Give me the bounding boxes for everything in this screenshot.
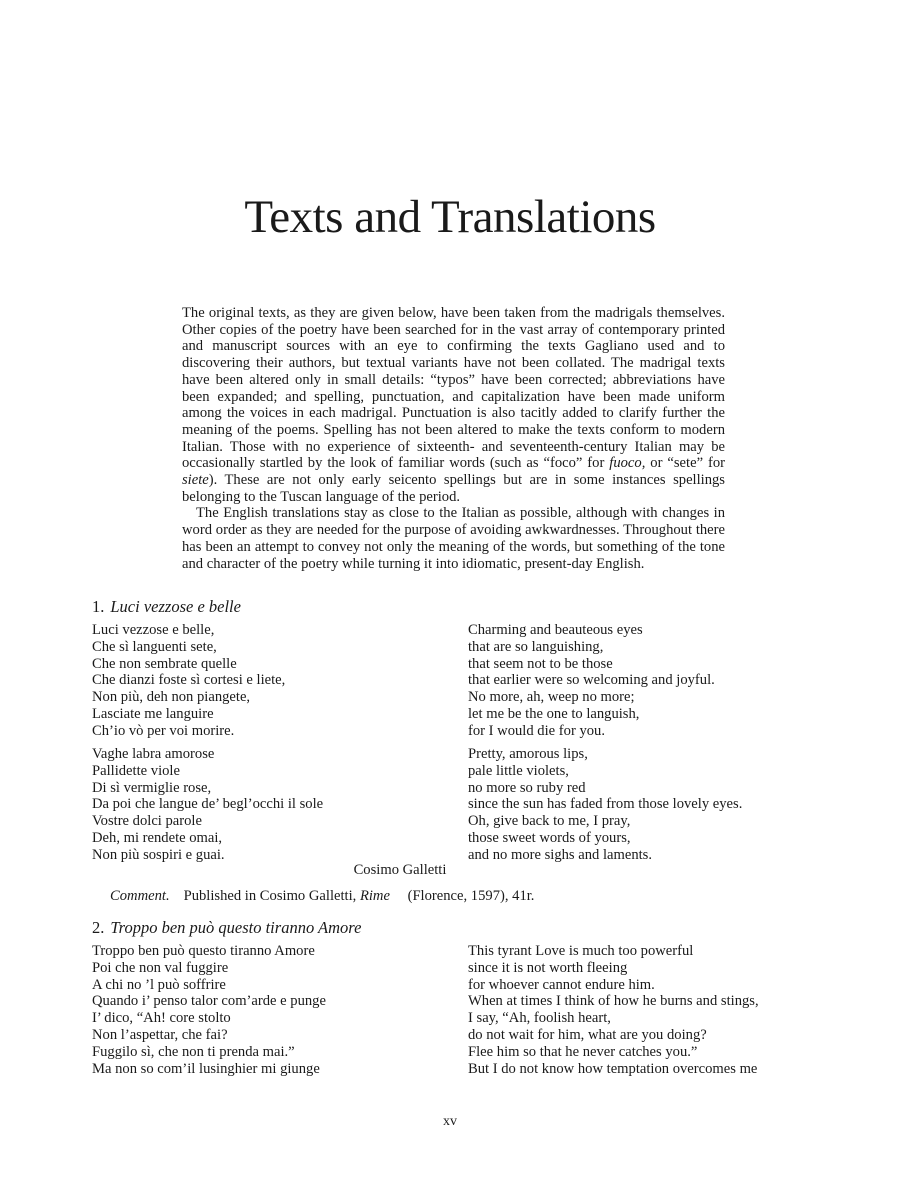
intro-paragraph-2: The English translations stay as close to the Italian as possible, although with changes in word order as they are needed for the purpose of avoiding awkwardnesses. Throughout there has been an attempt to convey not only the meaning of the words, but something of the tone and character of the poetry while turning it into idiomatic, present-day English. <box>182 505 725 572</box>
poem-number: 1. <box>92 597 105 616</box>
english-stanza: Charming and beauteous eyes that are so languishing, that seem not to be those that earlier were so welcoming and joyful. No more, ah, weep no more; let me be the one to languish, for I would die for you. <box>468 622 715 739</box>
italian-stanza: Troppo ben può questo tiranno Amore Poi che non val fuggire A chi no ’l può soffrire Quando i’ penso talor com’arde e punge I’ dico, “Ah! core stolto Non l’aspettar, che fai? Fuggilo sì, che non ti prenda mai.” Ma non so com’il lusinghier mi giunge <box>92 943 326 1077</box>
text-run: The original texts, as they are given below, have been taken from the madrigals themselves. Other copies of the poetry have been searched for in the vast array of contemporary printed and manuscript sources with an eye to confirming the texts Gagliano used and to discovering their authors, but textual variants have not been collated. The madrigal texts have been altered only in small details: “typos” have been corrected; abbreviations have been expanded; and spelling, punctuation, and capitalization have been made uniform among the voices in each madrigal. Punctuation is also tacitly added to clarify further the meaning of the poems. Spelling has not been altered to make the texts conform to modern Italian. Those with no experience of sixteenth- and seventeenth-century Italian may be occasionally startled by the look of familiar words (such as “foco” for <box>182 305 725 472</box>
page-number: xv <box>443 1114 457 1129</box>
poem-comment <box>110 888 534 905</box>
italic-word: Rime <box>359 888 390 904</box>
italic-word: fuoco, <box>609 455 646 472</box>
poem-number: 2. <box>92 918 105 937</box>
page-title: Texts and Translations <box>244 191 656 243</box>
intro-text <box>182 305 725 572</box>
intro-paragraph-1 <box>182 305 725 505</box>
poem-title: Luci vezzose e belle <box>110 597 241 616</box>
text-run: or “sete” for <box>645 455 726 472</box>
english-stanza: This tyrant Love is much too powerful since it is not worth fleeing for whoever cannot endure him. When at times I think of how he burns and stings, I say, “Ah, foolish heart, do not wait for him, what are you doing? Flee him so that he never catches you.” But I do not know how temptation overcomes me <box>468 943 759 1077</box>
poem-heading <box>92 918 361 938</box>
text-run: ). These are not only early seicento spellings but are in some instances spellings belonging to the Tuscan language of the period. <box>182 472 725 505</box>
english-stanza: Pretty, amorous lips, pale little violets, no more so ruby red since the sun has faded from those lovely eyes. Oh, give back to me, I pray, those sweet words of yours, and no more sighs and laments. <box>468 746 743 863</box>
text-run: Published in Cosimo Galletti, <box>183 888 360 904</box>
poem-heading <box>92 597 241 617</box>
comment-label: Comment. <box>110 888 170 904</box>
italian-stanza: Vaghe labra amorose Pallidette viole Di sì vermiglie rose, Da poi che langue de’ begl’occhi il sole Vostre dolci parole Deh, mi rendete omai, Non più sospiri e guai. <box>92 746 324 863</box>
italian-stanza: Luci vezzose e belle, Che sì languenti sete, Che non sembrate quelle Che dianzi foste sì cortesi e liete, Non più, deh non piangete, Lasciate me languire Ch’io vò per voi morire. <box>92 622 286 739</box>
text-run: (Florence, 1597), 41r. <box>403 888 535 904</box>
poem-author: Cosimo Galletti <box>353 862 447 878</box>
italic-word: siete <box>182 472 209 489</box>
poem-title: Troppo ben può questo tiranno Amore <box>110 918 362 937</box>
